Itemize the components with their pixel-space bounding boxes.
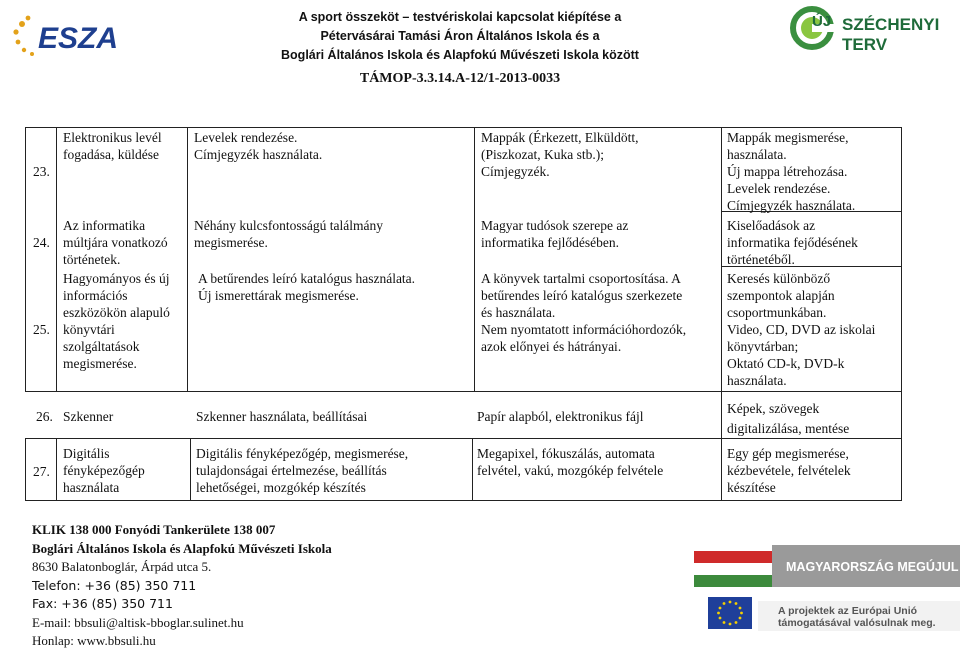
row27-right: [901, 438, 902, 500]
row27-divider-4: [721, 438, 722, 500]
row27-divider-1: [56, 438, 57, 500]
col-divider-1: [56, 127, 57, 391]
footer-phone: Telefon: +36 (85) 350 711: [32, 577, 197, 593]
table-border-top: [25, 127, 902, 128]
row-concepts: Megapixel, fókuszálás, automata felvétel, vakú, mozgókép felvétele: [477, 446, 664, 478]
row-concepts: A könyvek tartalmi csoportosítása. A betűrendes leíró katalógus szerkezete és használata. Nem nyomtatott információhordozók, azok előnyei és hátrányai.: [481, 271, 687, 354]
table-border-row26-top: [25, 391, 902, 392]
row-number: 26.: [36, 409, 53, 424]
row-activities: Keresés különböző szempontok alapján csoportmunkában. Video, CD, DVD az iskolai könyvtárban; Oktató CD-k, DVD-k használata.: [727, 271, 876, 388]
row-content: A betűrendes leíró katalógus használata. Új ismerettárak megismerése.: [198, 271, 416, 303]
header-line-2: Pétervásárai Tamási Áron Általános Iskola és a: [320, 29, 600, 43]
col-divider-2: [187, 127, 188, 391]
row-content: Digitális fényképezőgép, megismerése, tulajdonságai értelmezése, beállítás lehetőségei, mozgókép készítés: [196, 446, 409, 495]
table-border-right: [901, 127, 902, 391]
eu-banner: [694, 545, 960, 641]
project-code: TÁMOP-3.3.14.A-12/1-2013-0033: [359, 71, 561, 86]
footer-district: KLIK 138 000 Fonyódi Tankerülete 138 007: [32, 522, 276, 537]
footer-website: Honlap: www.bbsuli.hu: [32, 633, 156, 648]
row27-left: [25, 438, 26, 500]
row-topic: Digitális fényképezőgép használata: [63, 446, 145, 495]
row-content: Néhány kulcsfontosságú találmány megismerése.: [194, 218, 383, 250]
banner-eu-line-1: A projektek az Európai Unió: [778, 605, 918, 617]
row-topic: Szkenner: [63, 409, 114, 424]
header-line-3: Boglári Általános Iskola és Alapfokú Művészeti Iskola között: [281, 48, 639, 62]
footer-contact: [32, 521, 452, 651]
row-activities: Képek, szövegek digitalizálása, mentése: [727, 401, 850, 436]
row26-right: [901, 391, 902, 438]
col-divider-4: [721, 127, 722, 391]
row-topic: Elektronikus levél fogadása, küldése: [63, 130, 162, 162]
footer-email: E-mail: bbsuli@altisk-bboglar.sulinet.hu: [32, 614, 244, 630]
szechenyi-logo-text: SZÉCHENYI TERV: [842, 15, 940, 54]
row-concepts: Magyar tudósok szerepe az informatika fejlődésében.: [481, 218, 629, 250]
row-number: 25.: [33, 322, 50, 337]
table-border-left: [25, 127, 26, 391]
row-topic: Hagyományos és új információs eszközökön alapuló könyvtári szolgáltatások megismerése.: [63, 271, 170, 371]
table-border-bottom: [25, 500, 902, 501]
row-content: Levelek rendezése. Címjegyzék használata.: [194, 130, 323, 162]
banner-title: MAGYARORSZÁG MEGÚJUL: [786, 560, 959, 574]
row-topic: Az informatika múltjára vonatkozó történetek.: [63, 218, 168, 267]
row26-divider: [721, 391, 722, 438]
footer-school-name: Boglári Általános Iskola és Alapfokú Művészeti Iskola: [32, 540, 332, 556]
row-content: Szkenner használata, beállításai: [196, 409, 368, 424]
row-activities: Mappák megismerése, használata. Új mappa létrehozása. Levelek rendezése. Címjegyzék használata.: [727, 130, 856, 213]
row-activities: Egy gép megismerése, kézbevétele, felvételek készítése: [727, 446, 851, 495]
row-number: 27.: [33, 464, 50, 479]
banner-eu-line-2: támogatásával valósulnak meg.: [778, 617, 936, 629]
row27-divider-2: [190, 438, 191, 500]
col-divider-3: [474, 127, 475, 391]
row-concepts: Papír alapból, elektronikus fájl: [477, 409, 644, 424]
header-line-1: A sport összeköt – testvériskolai kapcsolat kiépítése a: [298, 10, 622, 24]
eu-banner-graphic: [694, 545, 960, 641]
row-concepts: Mappák (Érkezett, Elküldött, (Piszkozat, Kuka stb.); Címjegyzék.: [481, 130, 639, 179]
row27-divider-3: [472, 438, 473, 500]
row-activities: Kiselőadások az informatika fejődésének történetéből.: [727, 218, 858, 267]
row-number: 23.: [33, 164, 50, 179]
szechenyi-new-label: ÚJ: [812, 13, 832, 30]
footer-fax: Fax: +36 (85) 350 711: [32, 596, 173, 611]
row-number: 24.: [33, 235, 50, 250]
esza-logo-text: ESZA: [38, 22, 119, 55]
footer-address: 8630 Balatonboglár, Árpád utca 5.: [32, 559, 212, 574]
